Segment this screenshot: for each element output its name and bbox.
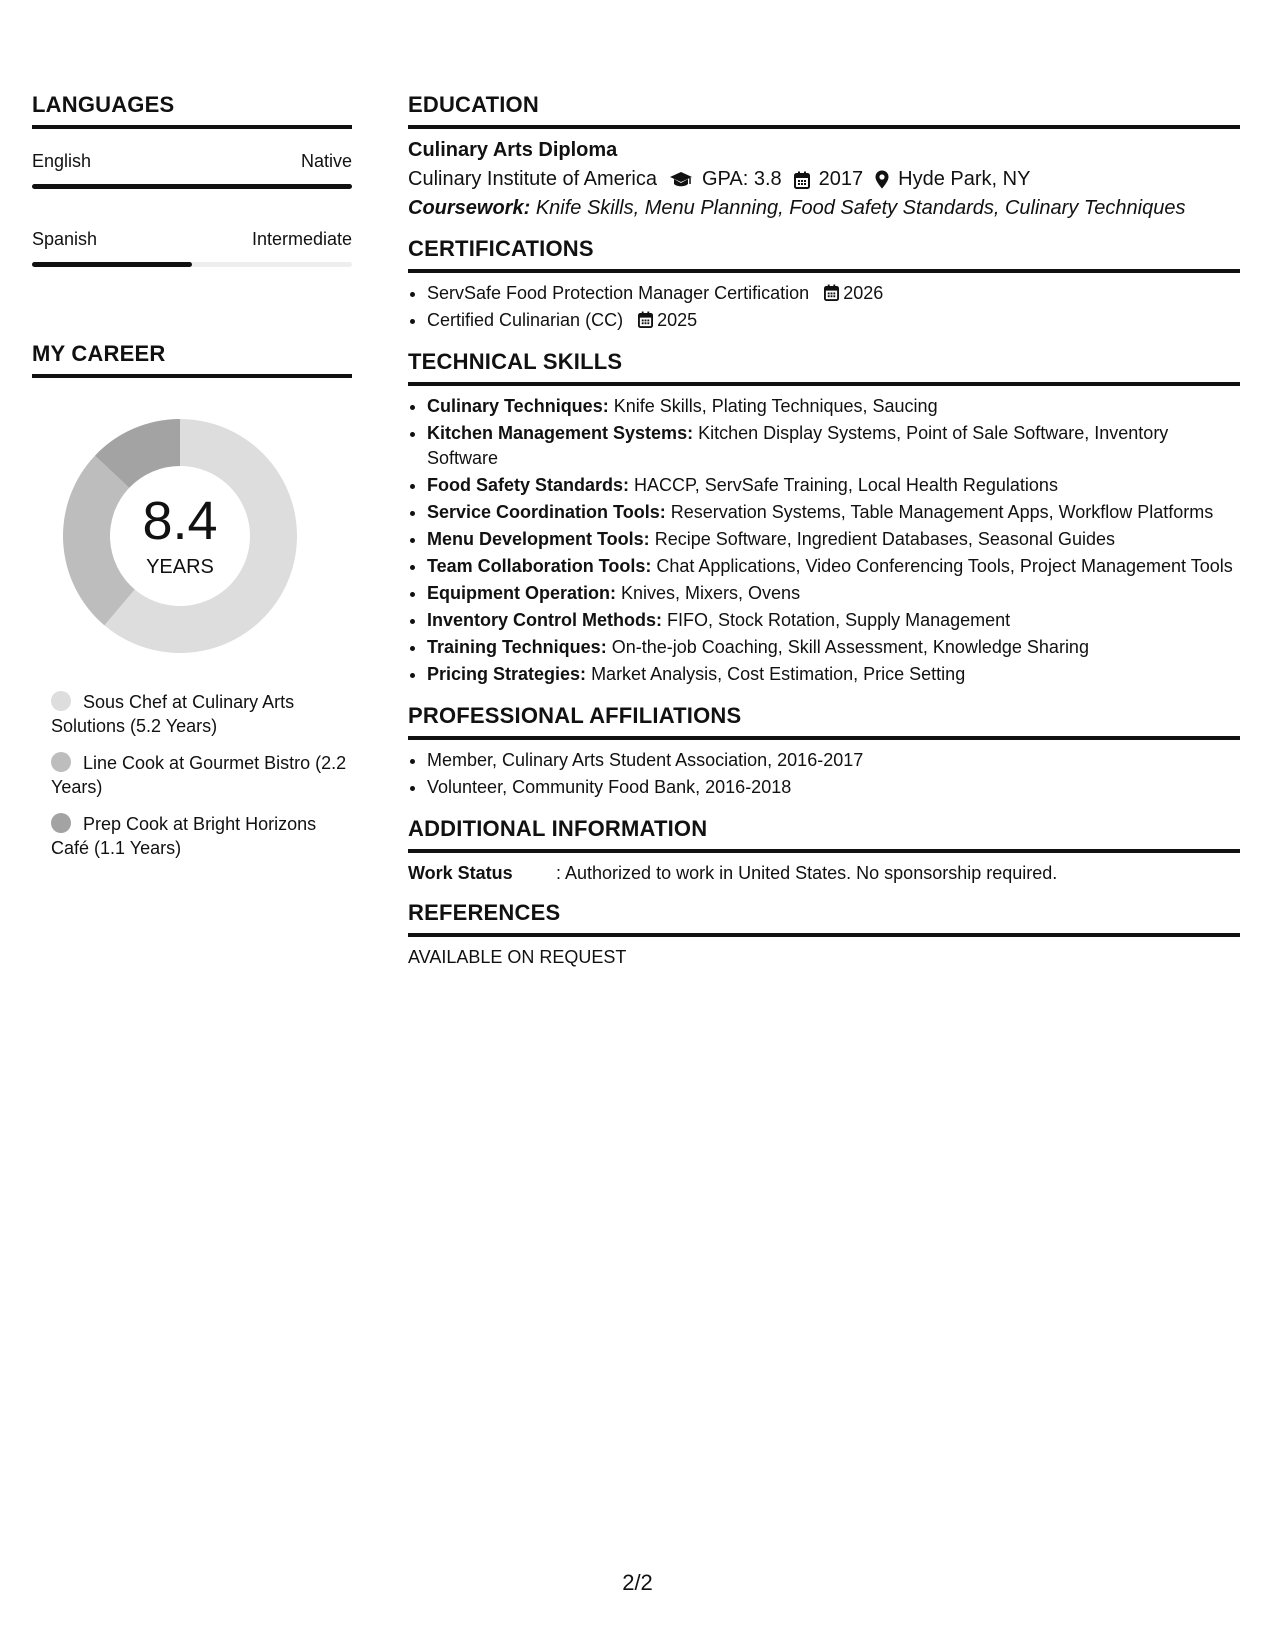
legend-dot (51, 813, 71, 833)
legend-label: Line Cook at Gourmet Bistro (2.2 Years) (51, 753, 347, 797)
skill-value: Recipe Software, Ingredient Databases, Seasonal Guides (654, 529, 1115, 549)
language-name: Spanish (32, 229, 98, 249)
skill-label: Culinary Techniques: (427, 396, 609, 416)
language-bar (32, 184, 352, 189)
calendar-icon (638, 311, 653, 328)
skill-value: FIFO, Stock Rotation, Supply Management (667, 610, 1011, 630)
career-legend-item (51, 690, 352, 738)
references-title: REFERENCES (408, 900, 1240, 937)
skill-label: Service Coordination Tools: (427, 502, 666, 522)
language-level: Native (300, 151, 352, 171)
legend-label: Sous Chef at Culinary Arts Solutions (5.2 Years) (51, 692, 295, 736)
career-donut (56, 412, 304, 660)
skill-value: HACCP, ServSafe Training, Local Health Regulations (634, 475, 1058, 495)
language-bar-fill (32, 262, 192, 267)
skill-item (427, 527, 1240, 552)
left-column (32, 92, 352, 873)
legend-dot (51, 691, 71, 711)
skills-title: TECHNICAL SKILLS (408, 349, 1240, 386)
skill-label: Team Collaboration Tools: (427, 556, 652, 576)
language-bar (32, 262, 352, 267)
career-total-years: 8.4 (142, 491, 218, 551)
skill-item (427, 394, 1240, 419)
coursework-label: Coursework: (408, 197, 531, 219)
references-section (408, 900, 1240, 968)
certification-name: ServSafe Food Protection Manager Certification (427, 283, 810, 303)
skill-label: Inventory Control Methods: (427, 610, 662, 630)
education-gpa: GPA: 3.8 (702, 168, 782, 190)
languages-list (32, 151, 352, 267)
skill-value: Market Analysis, Cost Estimation, Price Setting (591, 664, 966, 684)
affiliation-item: • Volunteer, Community Food Bank, 2016-2018 (427, 775, 1240, 800)
career-section (32, 341, 352, 860)
certification-item (427, 308, 1240, 333)
donut-center (56, 412, 304, 660)
language-item (32, 229, 352, 267)
certification-name: Certified Culinarian (CC) (427, 310, 624, 330)
skill-label: Kitchen Management Systems: (427, 423, 694, 443)
languages-title: LANGUAGES (32, 92, 352, 129)
references-text: AVAILABLE ON REQUEST (408, 947, 627, 967)
skill-value: Knife Skills, Plating Techniques, Saucing (613, 396, 938, 416)
affiliations-list (408, 748, 1240, 800)
right-column (408, 92, 1240, 984)
additional-section (408, 816, 1240, 884)
affiliation-item: • Member, Culinary Arts Student Association, 2016-2017 (427, 748, 1240, 773)
skill-item (427, 581, 1240, 606)
education-title: EDUCATION (408, 92, 1240, 129)
career-title: MY CAREER (32, 341, 352, 378)
skill-value: Kitchen Display Systems, Point of Sale Software, Inventory Software (427, 423, 1169, 468)
language-level: Intermediate (251, 229, 352, 249)
legend-label: Prep Cook at Bright Horizons Café (1.1 Years) (51, 814, 317, 858)
skill-label: Menu Development Tools: (427, 529, 650, 549)
skill-label: Training Techniques: (427, 637, 607, 657)
education-meta (408, 168, 1240, 191)
skills-list (408, 394, 1240, 687)
work-status-row (408, 863, 1240, 884)
career-total-unit: YEARS (146, 556, 214, 578)
language-name: English (32, 151, 92, 171)
skill-item (427, 500, 1240, 525)
skill-label: Equipment Operation: (427, 583, 616, 603)
language-item (32, 151, 352, 189)
skill-item (427, 473, 1240, 498)
skill-label: Pricing Strategies: (427, 664, 587, 684)
education-year: 2017 (818, 168, 864, 190)
career-legend (51, 690, 352, 860)
skill-value: Chat Applications, Video Conferencing Tools, Project Management Tools (656, 556, 1233, 576)
language-bar-fill (32, 184, 352, 189)
certification-year: 2025 (657, 310, 698, 330)
location-pin-icon (875, 170, 889, 189)
education-school: Culinary Institute of America (408, 168, 657, 190)
career-legend-item (51, 812, 352, 860)
additional-title: ADDITIONAL INFORMATION (408, 816, 1240, 853)
work-status-value: : Authorized to work in United States. No sponsorship required. (556, 863, 1058, 883)
skills-section (408, 349, 1240, 687)
education-degree: Culinary Arts Diploma (408, 139, 618, 161)
page-number: 2/2 (622, 1570, 653, 1595)
certifications-title: CERTIFICATIONS (408, 236, 1240, 273)
affiliations-title: PROFESSIONAL AFFILIATIONS (408, 703, 1240, 740)
skill-value: Reservation Systems, Table Management Apps, Workflow Platforms (670, 502, 1214, 522)
graduation-cap-icon (669, 171, 693, 189)
certifications-list (408, 281, 1240, 333)
career-legend-item (51, 751, 352, 799)
education-location: Hyde Park, NY (898, 168, 1031, 190)
coursework-list: Knife Skills, Menu Planning, Food Safety Standards, Culinary Techniques (535, 197, 1186, 219)
skill-label: Food Safety Standards: (427, 475, 630, 495)
skill-value: On-the-job Coaching, Skill Assessment, Knowledge Sharing (611, 637, 1089, 657)
affiliations-section (408, 703, 1240, 800)
skill-item (427, 635, 1240, 660)
certifications-section (408, 236, 1240, 333)
education-section (408, 92, 1240, 220)
skill-item (427, 554, 1240, 579)
calendar-icon (824, 284, 839, 301)
skill-item (427, 608, 1240, 633)
work-status-label: Work Status (408, 863, 513, 883)
skill-item (427, 662, 1240, 687)
certification-item (427, 281, 1240, 306)
calendar-icon (794, 171, 810, 189)
certification-year: 2026 (843, 283, 884, 303)
skill-item (427, 421, 1240, 471)
legend-dot (51, 752, 71, 772)
skill-value: Knives, Mixers, Ovens (621, 583, 801, 603)
education-coursework (408, 197, 1240, 220)
